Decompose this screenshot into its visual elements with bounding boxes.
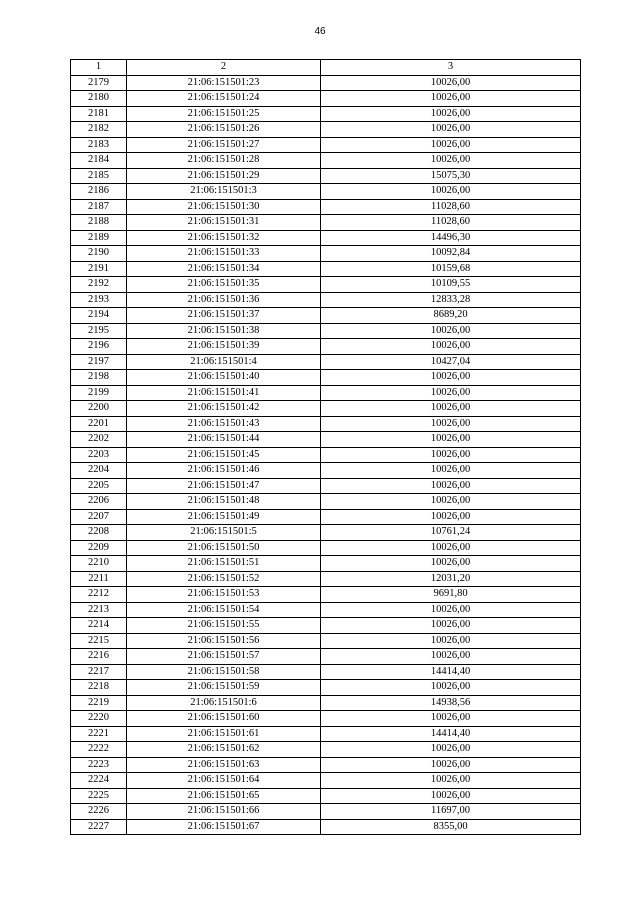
cadastral-number-cell: 21:06:151501:27 xyxy=(127,137,321,153)
table-row xyxy=(71,695,581,711)
value-cell: 14938,56 xyxy=(321,695,581,711)
cadastral-number-cell: 21:06:151501:32 xyxy=(127,230,321,246)
cadastral-number-cell: 21:06:151501:63 xyxy=(127,757,321,773)
row-number-cell: 2222 xyxy=(71,742,127,758)
table-row xyxy=(71,742,581,758)
row-number-cell: 2210 xyxy=(71,556,127,572)
value-cell: 10026,00 xyxy=(321,432,581,448)
row-number-cell: 2208 xyxy=(71,525,127,541)
table-row xyxy=(71,323,581,339)
value-cell: 9691,80 xyxy=(321,587,581,603)
table-row xyxy=(71,168,581,184)
table-row xyxy=(71,75,581,91)
cadastral-number-cell: 21:06:151501:56 xyxy=(127,633,321,649)
row-number-cell: 2221 xyxy=(71,726,127,742)
table-row xyxy=(71,649,581,665)
table-row xyxy=(71,401,581,417)
cadastral-number-cell: 21:06:151501:3 xyxy=(127,184,321,200)
cadastral-number-cell: 21:06:151501:38 xyxy=(127,323,321,339)
cadastral-number-cell: 21:06:151501:52 xyxy=(127,571,321,587)
column-header-1: 1 xyxy=(71,60,127,76)
table-row xyxy=(71,106,581,122)
cadastral-number-cell: 21:06:151501:28 xyxy=(127,153,321,169)
row-number-cell: 2219 xyxy=(71,695,127,711)
value-cell: 10026,00 xyxy=(321,91,581,107)
row-number-cell: 2182 xyxy=(71,122,127,138)
value-cell: 10026,00 xyxy=(321,463,581,479)
value-cell: 10026,00 xyxy=(321,556,581,572)
table-row xyxy=(71,308,581,324)
row-number-cell: 2188 xyxy=(71,215,127,231)
table-row xyxy=(71,587,581,603)
table-header xyxy=(71,60,581,76)
cadastral-number-cell: 21:06:151501:50 xyxy=(127,540,321,556)
row-number-cell: 2206 xyxy=(71,494,127,510)
row-number-cell: 2215 xyxy=(71,633,127,649)
row-number-cell: 2201 xyxy=(71,416,127,432)
row-number-cell: 2207 xyxy=(71,509,127,525)
row-number-cell: 2223 xyxy=(71,757,127,773)
table-row xyxy=(71,277,581,293)
table-row xyxy=(71,292,581,308)
table-row xyxy=(71,556,581,572)
cadastral-number-cell: 21:06:151501:5 xyxy=(127,525,321,541)
cadastral-number-cell: 21:06:151501:47 xyxy=(127,478,321,494)
table-row xyxy=(71,447,581,463)
row-number-cell: 2183 xyxy=(71,137,127,153)
row-number-cell: 2197 xyxy=(71,354,127,370)
table-body xyxy=(71,75,581,835)
row-number-cell: 2187 xyxy=(71,199,127,215)
value-cell: 10159,68 xyxy=(321,261,581,277)
cadastral-number-cell: 21:06:151501:35 xyxy=(127,277,321,293)
row-number-cell: 2180 xyxy=(71,91,127,107)
row-number-cell: 2199 xyxy=(71,385,127,401)
cadastral-number-cell: 21:06:151501:67 xyxy=(127,819,321,835)
value-cell: 10026,00 xyxy=(321,370,581,386)
value-cell: 10026,00 xyxy=(321,416,581,432)
table-row xyxy=(71,711,581,727)
value-cell: 8355,00 xyxy=(321,819,581,835)
cadastral-number-cell: 21:06:151501:30 xyxy=(127,199,321,215)
table-row xyxy=(71,215,581,231)
table-row xyxy=(71,432,581,448)
cadastral-number-cell: 21:06:151501:64 xyxy=(127,773,321,789)
row-number-cell: 2200 xyxy=(71,401,127,417)
row-number-cell: 2225 xyxy=(71,788,127,804)
cadastral-number-cell: 21:06:151501:41 xyxy=(127,385,321,401)
row-number-cell: 2220 xyxy=(71,711,127,727)
row-number-cell: 2192 xyxy=(71,277,127,293)
cadastral-number-cell: 21:06:151501:57 xyxy=(127,649,321,665)
value-cell: 8689,20 xyxy=(321,308,581,324)
value-cell: 10026,00 xyxy=(321,711,581,727)
table-row xyxy=(71,478,581,494)
cadastral-number-cell: 21:06:151501:49 xyxy=(127,509,321,525)
value-cell: 12833,28 xyxy=(321,292,581,308)
cadastral-number-cell: 21:06:151501:37 xyxy=(127,308,321,324)
table-row xyxy=(71,153,581,169)
cadastral-number-cell: 21:06:151501:24 xyxy=(127,91,321,107)
table-row xyxy=(71,184,581,200)
row-number-cell: 2195 xyxy=(71,323,127,339)
cadastral-number-cell: 21:06:151501:55 xyxy=(127,618,321,634)
cadastral-number-cell: 21:06:151501:34 xyxy=(127,261,321,277)
value-cell: 10026,00 xyxy=(321,509,581,525)
value-cell: 10026,00 xyxy=(321,680,581,696)
table-row xyxy=(71,122,581,138)
row-number-cell: 2203 xyxy=(71,447,127,463)
value-cell: 10026,00 xyxy=(321,401,581,417)
value-cell: 10026,00 xyxy=(321,385,581,401)
cadastral-number-cell: 21:06:151501:39 xyxy=(127,339,321,355)
cadastral-number-cell: 21:06:151501:40 xyxy=(127,370,321,386)
row-number-cell: 2218 xyxy=(71,680,127,696)
value-cell: 10026,00 xyxy=(321,649,581,665)
table-row xyxy=(71,726,581,742)
cadastral-number-cell: 21:06:151501:54 xyxy=(127,602,321,618)
row-number-cell: 2202 xyxy=(71,432,127,448)
cadastral-number-cell: 21:06:151501:6 xyxy=(127,695,321,711)
cadastral-number-cell: 21:06:151501:25 xyxy=(127,106,321,122)
cadastral-number-cell: 21:06:151501:61 xyxy=(127,726,321,742)
row-number-cell: 2204 xyxy=(71,463,127,479)
value-cell: 10026,00 xyxy=(321,339,581,355)
value-cell: 10026,00 xyxy=(321,75,581,91)
value-cell: 10026,00 xyxy=(321,478,581,494)
data-table xyxy=(70,59,581,835)
cadastral-number-cell: 21:06:151501:45 xyxy=(127,447,321,463)
cadastral-number-cell: 21:06:151501:58 xyxy=(127,664,321,680)
cadastral-number-cell: 21:06:151501:4 xyxy=(127,354,321,370)
row-number-cell: 2216 xyxy=(71,649,127,665)
cadastral-number-cell: 21:06:151501:48 xyxy=(127,494,321,510)
table-row xyxy=(71,773,581,789)
value-cell: 11028,60 xyxy=(321,199,581,215)
row-number-cell: 2212 xyxy=(71,587,127,603)
cadastral-number-cell: 21:06:151501:44 xyxy=(127,432,321,448)
table-row xyxy=(71,664,581,680)
table-row xyxy=(71,788,581,804)
value-cell: 10026,00 xyxy=(321,137,581,153)
value-cell: 14414,40 xyxy=(321,726,581,742)
value-cell: 10026,00 xyxy=(321,494,581,510)
value-cell: 10026,00 xyxy=(321,184,581,200)
value-cell: 10026,00 xyxy=(321,788,581,804)
table-row xyxy=(71,416,581,432)
row-number-cell: 2194 xyxy=(71,308,127,324)
table-row xyxy=(71,370,581,386)
cadastral-number-cell: 21:06:151501:26 xyxy=(127,122,321,138)
row-number-cell: 2205 xyxy=(71,478,127,494)
table-row xyxy=(71,339,581,355)
table-row xyxy=(71,680,581,696)
table-row xyxy=(71,819,581,835)
table-row xyxy=(71,230,581,246)
value-cell: 10761,24 xyxy=(321,525,581,541)
value-cell: 14414,40 xyxy=(321,664,581,680)
value-cell: 10092,84 xyxy=(321,246,581,262)
column-header-2: 2 xyxy=(127,60,321,76)
cadastral-number-cell: 21:06:151501:66 xyxy=(127,804,321,820)
cadastral-number-cell: 21:06:151501:65 xyxy=(127,788,321,804)
row-number-cell: 2193 xyxy=(71,292,127,308)
value-cell: 10026,00 xyxy=(321,602,581,618)
value-cell: 10026,00 xyxy=(321,773,581,789)
row-number-cell: 2211 xyxy=(71,571,127,587)
cadastral-number-cell: 21:06:151501:23 xyxy=(127,75,321,91)
row-number-cell: 2227 xyxy=(71,819,127,835)
cadastral-number-cell: 21:06:151501:51 xyxy=(127,556,321,572)
value-cell: 10427,04 xyxy=(321,354,581,370)
table-row xyxy=(71,385,581,401)
cadastral-number-cell: 21:06:151501:29 xyxy=(127,168,321,184)
table-row xyxy=(71,261,581,277)
cadastral-number-cell: 21:06:151501:31 xyxy=(127,215,321,231)
value-cell: 10026,00 xyxy=(321,633,581,649)
value-cell: 10026,00 xyxy=(321,122,581,138)
row-number-cell: 2196 xyxy=(71,339,127,355)
table-row xyxy=(71,633,581,649)
value-cell: 14496,30 xyxy=(321,230,581,246)
row-number-cell: 2213 xyxy=(71,602,127,618)
row-number-cell: 2226 xyxy=(71,804,127,820)
cadastral-number-cell: 21:06:151501:46 xyxy=(127,463,321,479)
table-row xyxy=(71,804,581,820)
table-row xyxy=(71,618,581,634)
row-number-cell: 2190 xyxy=(71,246,127,262)
table-row xyxy=(71,525,581,541)
table-row xyxy=(71,199,581,215)
row-number-cell: 2198 xyxy=(71,370,127,386)
table-row xyxy=(71,602,581,618)
cadastral-number-cell: 21:06:151501:36 xyxy=(127,292,321,308)
cadastral-number-cell: 21:06:151501:60 xyxy=(127,711,321,727)
value-cell: 10026,00 xyxy=(321,447,581,463)
table-row xyxy=(71,246,581,262)
row-number-cell: 2191 xyxy=(71,261,127,277)
value-cell: 11028,60 xyxy=(321,215,581,231)
value-cell: 12031,20 xyxy=(321,571,581,587)
value-cell: 10109,55 xyxy=(321,277,581,293)
row-number-cell: 2214 xyxy=(71,618,127,634)
value-cell: 11697,00 xyxy=(321,804,581,820)
table-row xyxy=(71,137,581,153)
row-number-cell: 2224 xyxy=(71,773,127,789)
value-cell: 10026,00 xyxy=(321,757,581,773)
table-row xyxy=(71,509,581,525)
table-row xyxy=(71,354,581,370)
table-row xyxy=(71,540,581,556)
row-number-cell: 2217 xyxy=(71,664,127,680)
row-number-cell: 2189 xyxy=(71,230,127,246)
value-cell: 15075,30 xyxy=(321,168,581,184)
value-cell: 10026,00 xyxy=(321,618,581,634)
cadastral-number-cell: 21:06:151501:53 xyxy=(127,587,321,603)
table-row xyxy=(71,757,581,773)
row-number-cell: 2209 xyxy=(71,540,127,556)
column-header-3: 3 xyxy=(321,60,581,76)
row-number-cell: 2184 xyxy=(71,153,127,169)
cadastral-number-cell: 21:06:151501:62 xyxy=(127,742,321,758)
table-row xyxy=(71,571,581,587)
row-number-cell: 2179 xyxy=(71,75,127,91)
page-number: 46 xyxy=(314,26,326,37)
cadastral-number-cell: 21:06:151501:59 xyxy=(127,680,321,696)
value-cell: 10026,00 xyxy=(321,106,581,122)
header-row xyxy=(71,60,581,76)
value-cell: 10026,00 xyxy=(321,742,581,758)
cadastral-number-cell: 21:06:151501:42 xyxy=(127,401,321,417)
table-row xyxy=(71,463,581,479)
value-cell: 10026,00 xyxy=(321,323,581,339)
row-number-cell: 2185 xyxy=(71,168,127,184)
value-cell: 10026,00 xyxy=(321,153,581,169)
cadastral-number-cell: 21:06:151501:43 xyxy=(127,416,321,432)
table-row xyxy=(71,91,581,107)
row-number-cell: 2186 xyxy=(71,184,127,200)
table-row xyxy=(71,494,581,510)
row-number-cell: 2181 xyxy=(71,106,127,122)
value-cell: 10026,00 xyxy=(321,540,581,556)
cadastral-number-cell: 21:06:151501:33 xyxy=(127,246,321,262)
